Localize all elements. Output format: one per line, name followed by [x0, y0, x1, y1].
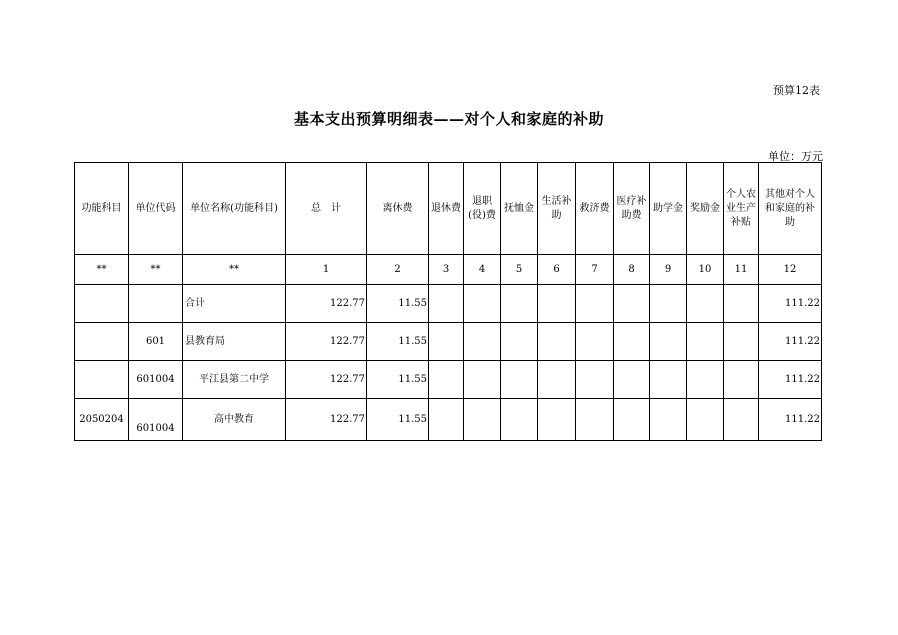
- index-row: [75, 255, 822, 285]
- col-tuixiu: 退休费: [429, 163, 464, 255]
- index-cell: 7: [576, 255, 614, 285]
- empty-cell: [429, 399, 464, 441]
- index-cell: **: [129, 255, 183, 285]
- col-zhuxue: 助学金: [650, 163, 687, 255]
- empty-cell: [576, 399, 614, 441]
- col-yiliao: 医疗补助费: [614, 163, 650, 255]
- empty-cell: [538, 323, 576, 361]
- unit-name-cell: 县教育局: [183, 323, 286, 361]
- empty-cell: [614, 285, 650, 323]
- unit-code-cell: 601004: [129, 361, 183, 399]
- col-jiangli: 奖励金: [687, 163, 724, 255]
- empty-cell: [724, 323, 759, 361]
- col-total: 总 计: [286, 163, 367, 255]
- empty-cell: [429, 361, 464, 399]
- table-number: 预算12表: [773, 84, 820, 97]
- empty-cell: [538, 399, 576, 441]
- col-fuxu: 抚恤金: [501, 163, 538, 255]
- func-code-cell: [75, 323, 129, 361]
- qita-cell: 111.22: [759, 361, 822, 399]
- unit-name-cell: 高中教育: [183, 399, 286, 441]
- col-shenghuo: 生活补助: [538, 163, 576, 255]
- qita-cell: 111.22: [759, 399, 822, 441]
- lixiu-cell: 11.55: [367, 361, 429, 399]
- col-unit-name: 单位名称(功能科目): [183, 163, 286, 255]
- lixiu-cell: 11.55: [367, 399, 429, 441]
- header-row: [75, 163, 822, 255]
- empty-cell: [464, 323, 501, 361]
- empty-cell: [464, 361, 501, 399]
- empty-cell: [650, 399, 687, 441]
- index-cell: 4: [464, 255, 501, 285]
- index-cell: 8: [614, 255, 650, 285]
- index-cell: **: [183, 255, 286, 285]
- func-code-cell: [75, 361, 129, 399]
- index-cell: 9: [650, 255, 687, 285]
- empty-cell: [687, 399, 724, 441]
- unit-label: 单位：万元: [768, 150, 823, 163]
- unit-name-cell: 平江县第二中学: [183, 361, 286, 399]
- empty-cell: [464, 399, 501, 441]
- col-lixiu: 离休费: [367, 163, 429, 255]
- table-row-total: [75, 285, 822, 323]
- index-cell: 6: [538, 255, 576, 285]
- col-unit-code: 单位代码: [129, 163, 183, 255]
- col-tuizhi: 退职(役)费: [464, 163, 501, 255]
- empty-cell: [501, 399, 538, 441]
- empty-cell: [464, 285, 501, 323]
- func-code-cell: [75, 285, 129, 323]
- empty-cell: [429, 285, 464, 323]
- total-cell: 122.77: [286, 285, 367, 323]
- table-row-bureau: [75, 323, 822, 361]
- unit-code-cell: [129, 285, 183, 323]
- col-qita: 其他对个人和家庭的补助: [759, 163, 822, 255]
- lixiu-cell: 11.55: [367, 285, 429, 323]
- empty-cell: [724, 399, 759, 441]
- empty-cell: [576, 361, 614, 399]
- empty-cell: [576, 285, 614, 323]
- budget-table: [74, 162, 822, 441]
- empty-cell: [687, 285, 724, 323]
- index-cell: 1: [286, 255, 367, 285]
- index-cell: 12: [759, 255, 822, 285]
- empty-cell: [614, 323, 650, 361]
- empty-cell: [724, 361, 759, 399]
- index-cell: 5: [501, 255, 538, 285]
- unit-name-cell: 合计: [183, 285, 286, 323]
- total-cell: 122.77: [286, 361, 367, 399]
- empty-cell: [724, 285, 759, 323]
- total-cell: 122.77: [286, 323, 367, 361]
- empty-cell: [650, 285, 687, 323]
- total-cell: 122.77: [286, 399, 367, 441]
- empty-cell: [687, 361, 724, 399]
- lixiu-cell: 11.55: [367, 323, 429, 361]
- empty-cell: [576, 323, 614, 361]
- empty-cell: [538, 361, 576, 399]
- index-cell: 11: [724, 255, 759, 285]
- empty-cell: [501, 285, 538, 323]
- index-cell: 3: [429, 255, 464, 285]
- unit-code-cell: 601004: [129, 399, 183, 441]
- table-row-highschool: [75, 399, 822, 441]
- col-nongye: 个人农业生产补贴: [724, 163, 759, 255]
- empty-cell: [614, 399, 650, 441]
- table-row-school: [75, 361, 822, 399]
- empty-cell: [650, 323, 687, 361]
- func-code-cell: 2050204: [75, 399, 129, 441]
- empty-cell: [614, 361, 650, 399]
- index-cell: **: [75, 255, 129, 285]
- index-cell: 2: [367, 255, 429, 285]
- index-cell: 10: [687, 255, 724, 285]
- empty-cell: [501, 323, 538, 361]
- empty-cell: [687, 323, 724, 361]
- col-jiuji: 救济费: [576, 163, 614, 255]
- empty-cell: [501, 361, 538, 399]
- empty-cell: [538, 285, 576, 323]
- qita-cell: 111.22: [759, 285, 822, 323]
- unit-code-cell: 601: [129, 323, 183, 361]
- qita-cell: 111.22: [759, 323, 822, 361]
- empty-cell: [650, 361, 687, 399]
- empty-cell: [429, 323, 464, 361]
- page-title: 基本支出预算明细表——对个人和家庭的补助: [293, 110, 604, 128]
- col-func-code: 功能科目: [75, 163, 129, 255]
